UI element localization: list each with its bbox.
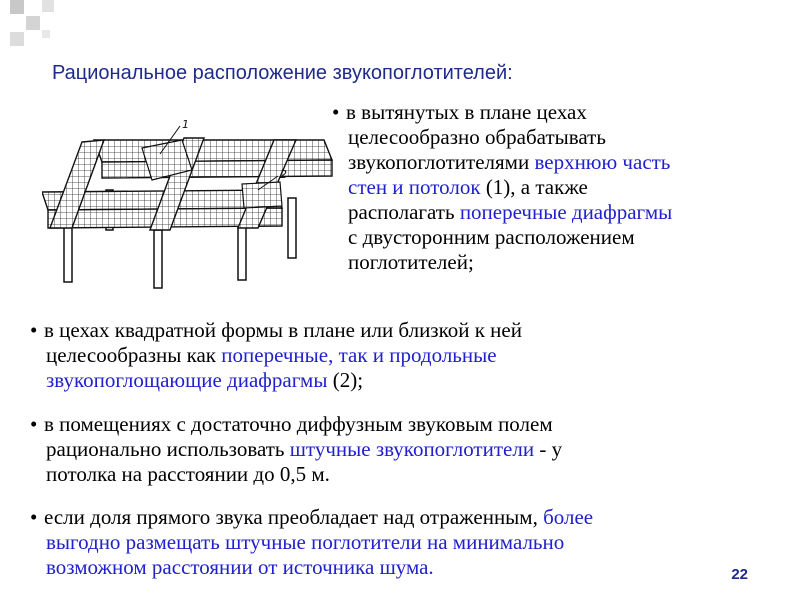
bullet-dot-icon: • (30, 318, 38, 342)
bullet-line (30, 343, 730, 368)
slide-title: Рациональное расположение звукопоглотителей: (52, 62, 513, 84)
bullet-line (30, 462, 730, 487)
bullet-line (30, 530, 770, 555)
highlighted-term: стен и потолок (348, 175, 481, 199)
bullet-dot-icon: • (30, 412, 38, 436)
text-segment: (2); (327, 368, 364, 392)
bullet-3 (30, 412, 730, 487)
highlighted-term: выгодно размещать штучные поглотители на минимально (46, 530, 565, 554)
text-segment: целесообразно обрабатывать (348, 125, 606, 149)
bullet-4 (30, 505, 770, 580)
callout-2: 2 (280, 168, 287, 181)
bullet-line (332, 225, 772, 250)
highlighted-term: верхнюю часть (534, 150, 671, 174)
text-segment: звукопоглотителями (348, 150, 535, 174)
highlighted-term: поперечные, так и продольные (221, 343, 497, 367)
bullet-line (332, 100, 772, 125)
bullet-1 (332, 100, 772, 275)
bullet-2 (30, 318, 730, 393)
text-segment: потолка на расстоянии до 0,5 м. (46, 462, 330, 486)
bullet-line (30, 368, 730, 393)
bullet-line (30, 318, 730, 343)
text-segment: в вытянутых в плане цехах (346, 100, 587, 124)
bullet-line (332, 175, 772, 200)
highlighted-term: звукопоглощающие диафрагмы (46, 368, 328, 392)
text-segment: поглотителей; (348, 250, 474, 274)
text-segment: (1), а также (480, 175, 588, 199)
text-segment: с двусторонним расположением (348, 225, 635, 249)
highlighted-term: возможном расстоянии от источника шума. (46, 555, 434, 579)
bullet-dot-icon: • (332, 100, 340, 124)
workshop-diagram (42, 110, 342, 295)
bullet-dot-icon: • (30, 505, 38, 529)
callout-1: 1 (182, 118, 189, 131)
highlighted-term: более (543, 505, 594, 529)
bullet-line (30, 412, 730, 437)
highlighted-term: штучные звукопоглотители (289, 437, 535, 461)
bullet-line (30, 505, 770, 530)
page-number: 22 (731, 566, 748, 583)
corner-decoration (0, 0, 80, 50)
text-segment: - у (534, 437, 563, 461)
bullet-line (332, 125, 772, 150)
bullet-line (332, 250, 772, 275)
text-segment: рационально использовать (46, 437, 290, 461)
text-segment: в помещениях с достаточно диффузным звуковым полем (44, 412, 553, 436)
text-segment: если доля прямого звука преобладает над отраженным, (44, 505, 544, 529)
text-segment: располагать (348, 200, 460, 224)
text-segment: целесообразны как (46, 343, 222, 367)
highlighted-term: поперечные диафрагмы (459, 200, 673, 224)
text-segment: в цехах квадратной формы в плане или близкой к ней (44, 318, 522, 342)
bullet-line (332, 200, 772, 225)
bullet-line (30, 555, 770, 580)
bullet-line (30, 437, 730, 462)
bullet-line (332, 150, 772, 175)
